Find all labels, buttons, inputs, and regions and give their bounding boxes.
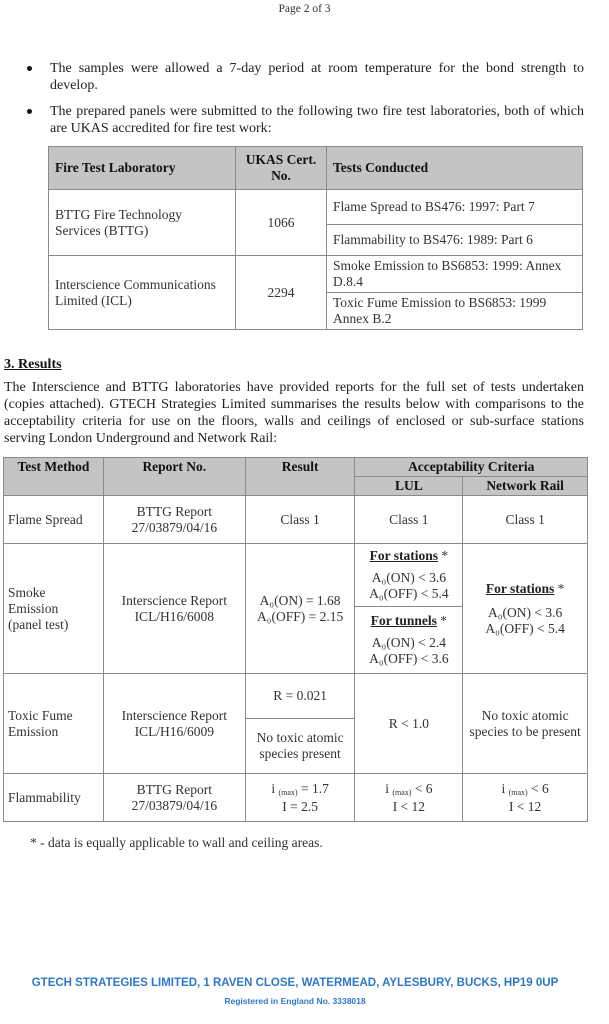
header-result: Result xyxy=(245,458,355,496)
header-report-no: Report No. xyxy=(103,458,245,496)
header-cert: UKAS Cert. No. xyxy=(236,147,327,190)
lab-name: BTTG Fire Technology Services (BTTG) xyxy=(49,190,236,256)
bullet-item xyxy=(24,60,584,94)
cert-number: 2294 xyxy=(236,256,327,330)
test-method: Toxic Fume Emission xyxy=(4,674,104,774)
criteria-lul-stations: For stations * A₀(ON) < 3.6 A₀(OFF) < 5.4 xyxy=(355,544,463,607)
laboratories-table xyxy=(48,146,583,330)
table-row xyxy=(49,190,583,225)
result-species: No toxic atomic species present xyxy=(245,719,355,774)
report-no: BTTG Report 27/03879/04/16 xyxy=(103,496,245,544)
cert-number: 1066 xyxy=(236,190,327,256)
header-lab: Fire Test Laboratory xyxy=(49,147,236,190)
report-no: BTTG Report 27/03879/04/16 xyxy=(103,774,245,822)
table-header-row xyxy=(4,458,588,477)
test-conducted: Flame Spread to BS476: 1997: Part 7 xyxy=(327,190,583,225)
test-method: Flammability xyxy=(4,774,104,822)
table-row xyxy=(4,496,588,544)
table-row xyxy=(49,256,583,293)
results-table xyxy=(3,457,588,822)
bullet-item xyxy=(24,103,584,137)
test-conducted: Toxic Fume Emission to BS6853: 1999 Annex B.2 xyxy=(327,293,583,330)
report-no: Interscience Report ICL/H16/6009 xyxy=(103,674,245,774)
bullet-list xyxy=(24,60,584,146)
bullet-icon xyxy=(27,109,32,114)
test-method: Flame Spread xyxy=(4,496,104,544)
lab-name: Interscience Communications Limited (ICL) xyxy=(49,256,236,330)
bullet-text: The prepared panels were submitted to the following two fire test laboratories, both of which are UKAS accredited for fire test work: xyxy=(50,104,584,136)
header-criteria: Acceptability Criteria xyxy=(355,458,588,477)
page-number: Page 2 of 3 xyxy=(278,3,331,15)
test-method: Smoke Emission (panel test) xyxy=(4,544,104,674)
result: i (max) = 1.7 I = 2.5 xyxy=(245,774,355,822)
table-row xyxy=(4,774,588,822)
table-header-row xyxy=(49,147,583,190)
test-conducted: Smoke Emission to BS6853: 1999: Annex D.8.4 xyxy=(327,256,583,293)
result-r: R = 0.021 xyxy=(245,674,355,719)
table-row xyxy=(4,674,588,719)
results-intro: The Interscience and BTTG laboratories have provided reports for the full set of tests undertaken (copies attached). GTECH Strategies Limited summarises the results below with comparisons to the acceptability criteria for use on the floors, walls and ceilings of enclosed or sub-surface stations serving London Underground and Network Rail: xyxy=(4,380,584,446)
footer-registration: Registered in England No. 3338018 xyxy=(224,996,366,1006)
criteria-network-rail: Class 1 xyxy=(463,496,588,544)
header-tests: Tests Conducted xyxy=(327,147,583,190)
criteria-lul: Class 1 xyxy=(355,496,463,544)
criteria-lul: i (max) < 6 I < 12 xyxy=(355,774,463,822)
bullet-icon xyxy=(27,66,32,71)
bullet-text: The samples were allowed a 7-day period at room temperature for the bond strength to develop. xyxy=(50,61,584,93)
footer-address: GTECH STRATEGIES LIMITED, 1 RAVEN CLOSE, WATERMEAD, AYLESBURY, BUCKS, HP19 0UP xyxy=(31,977,559,989)
criteria-network-rail: i (max) < 6 I < 12 xyxy=(463,774,588,822)
report-no: Interscience Report ICL/H16/6008 xyxy=(103,544,245,674)
section-heading: 3. Results xyxy=(4,357,62,372)
criteria-lul: R < 1.0 xyxy=(355,674,463,774)
criteria-network-rail: No toxic atomic species to be present xyxy=(463,674,588,774)
result: A₀(ON) = 1.68 A₀(OFF) = 2.15 xyxy=(245,544,355,674)
footnote: * - data is equally applicable to wall and ceiling areas. xyxy=(30,835,323,850)
header-test-method: Test Method xyxy=(4,458,104,496)
table-row xyxy=(4,544,588,607)
criteria-network-rail: For stations * A₀(ON) < 3.6 A₀(OFF) < 5.4 xyxy=(463,544,588,674)
result: Class 1 xyxy=(245,496,355,544)
test-conducted: Flammability to BS476: 1989: Part 6 xyxy=(327,225,583,256)
header-lul: LUL xyxy=(355,477,463,496)
header-network-rail: Network Rail xyxy=(463,477,588,496)
criteria-lul-tunnels: For tunnels * A₀(ON) < 2.4 A₀(OFF) < 3.6 xyxy=(355,607,463,674)
